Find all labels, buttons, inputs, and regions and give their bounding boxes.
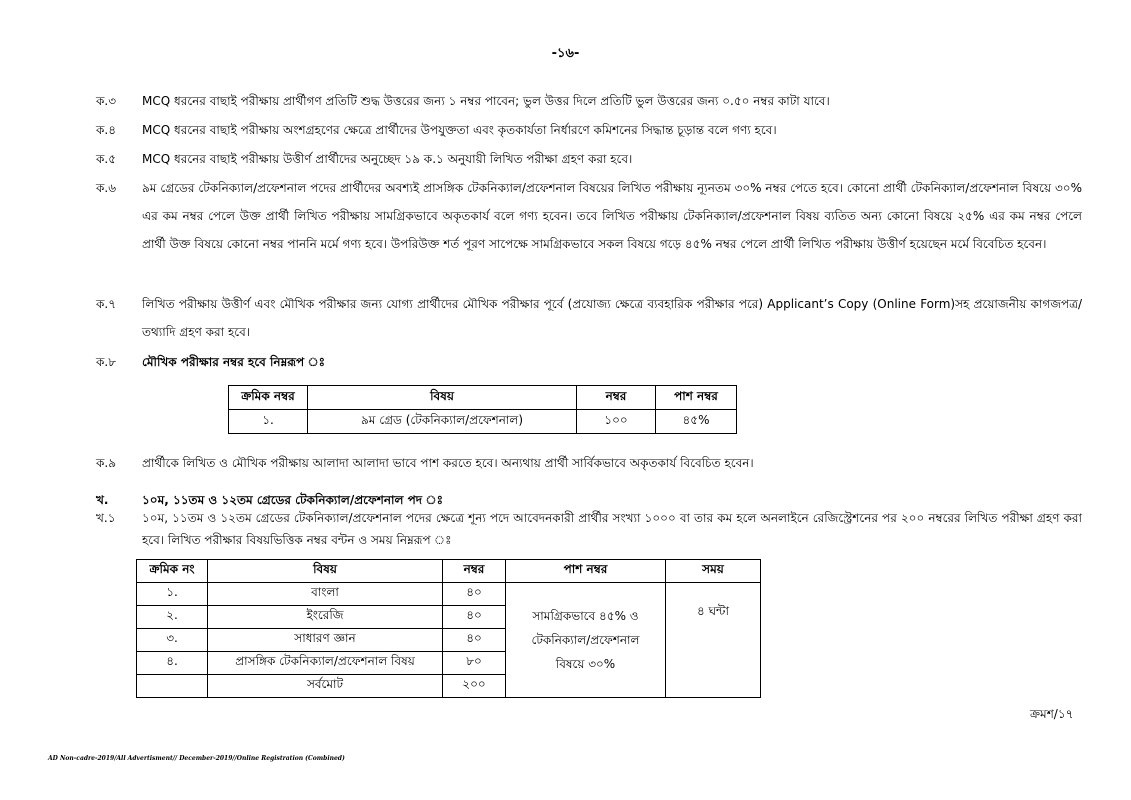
table-header: নম্বর — [443, 560, 506, 583]
time-cell: ৪ ঘন্টা — [666, 583, 761, 698]
paragraph-number: ক.৩ — [96, 94, 117, 108]
table-cell: ৯ম গ্রেড (টেকনিক্যাল/প্রফেশনাল) — [308, 410, 577, 434]
pass-mark-cell — [506, 583, 666, 698]
table-cell: ১০০ — [577, 410, 656, 434]
paragraph-number: ক.৬ — [96, 181, 117, 195]
paragraph-number: ক.৭ — [96, 297, 117, 311]
continued-label: ক্রমশ/১৭ — [1030, 707, 1074, 721]
paragraph-ka9 — [96, 449, 1082, 477]
table-cell: প্রাসঙ্গিক টেকনিক্যাল/প্রফেশনাল বিষয় — [208, 652, 443, 675]
table-header-row — [229, 386, 737, 410]
paragraph-text: ৯ম গ্রেডের টেকনিক্যাল/প্রফেশনাল পদের প্রার্থীদের অবশ্যই প্রাসঙ্গিক টেকনিক্যাল/প্রফেশনাল বিষয়ের লিখিত পরীক্ষায় ন্যূনতম ৩০% নম্বর পেতে হবে। কোনো প্রার্থী টেকনিক্যাল/প্রফেশনাল বিষয়ে ৩০% এর কম নম্বর পেলে উক্ত প্রার্থী লিখিত পরীক্ষায় সামগ্রিকভাবে অকৃতকার্য বলে গণ্য হবেন। তবে লিখিত পরীক্ষায় টেকনিক্যাল/প্রফেশনাল বিষয় ব্যতিত অন্য কোনো বিষয়ে ২৫% এর কম নম্বর পেলে প্রার্থী উক্ত বিষয়ে কোনো নম্বর পাননি মর্মে গণ্য হবে। উপরিউক্ত শর্ত পূরণ সাপেক্ষে সামগ্রিকভাবে সকল বিষয়ে গড়ে ৪৫% নম্বর পেলে প্রার্থী লিখিত পরীক্ষায় উত্তীর্ণ হয়েছেন মর্মে বিবেচিত হবেন। — [142, 181, 1082, 251]
paragraph-text: প্রার্থীকে লিখিত ও মৌখিক পরীক্ষায় আলাদা আলাদা ভাবে পাশ করতে হবে। অন্যথায় প্রার্থী সার্বিকভাবে অকৃতকার্য বিবেচিত হবেন। — [142, 456, 754, 470]
table-cell: সাধারণ জ্ঞান — [208, 629, 443, 652]
page-number: -১৬- — [551, 46, 580, 61]
paragraph-number: খ.১ — [96, 511, 116, 525]
table-cell: ৪০ — [443, 629, 506, 652]
table-header: বিষয় — [208, 560, 443, 583]
paragraph-text: ১০ম, ১১তম ও ১২তম গ্রেডের টেকনিক্যাল/প্রফেশনাল পদের ক্ষেত্রে শূন্য পদে আবেদনকারী প্রার্থীর সংখ্যা ১০০০ বা তার কম হলে অনলাইনে রেজিস্ট্রেশনের পর ২০০ নম্বরের লিখিত পরীক্ষা গ্রহণ করা হবে। লিখিত পরীক্ষার বিষয়ভিত্তিক নম্বর বন্টন ও সময় নিম্নরূপ ঃ — [142, 511, 1082, 547]
table-header: পাশ নম্বর — [506, 560, 666, 583]
section-number: খ. — [96, 493, 109, 507]
table-cell — [137, 675, 208, 698]
table-header: ক্রমিক নং — [137, 560, 208, 583]
table-cell: ১. — [137, 583, 208, 606]
paragraph-ka8 — [96, 348, 1082, 376]
table-cell: ২০০ — [443, 675, 506, 698]
paragraph-ka3 — [96, 87, 1082, 115]
table-header: নম্বর — [577, 386, 656, 410]
table-row — [137, 583, 761, 606]
table-header-row — [137, 560, 761, 583]
paragraph-ka4 — [96, 116, 1082, 144]
table-row — [229, 410, 737, 434]
table-header: ক্রমিক নম্বর — [229, 386, 308, 410]
paragraph-ka6 — [96, 174, 1082, 258]
table-header: বিষয় — [308, 386, 577, 410]
table-cell: ৮০ — [443, 652, 506, 675]
table-cell: ৪. — [137, 652, 208, 675]
paragraph-number: ক.৯ — [96, 456, 116, 470]
footer-note: AD Non-cadre-2019/All Advertisment// December-2019//Online Registration (Combined) — [48, 755, 345, 762]
table-cell: ৩. — [137, 629, 208, 652]
table-header: পাশ নম্বর — [656, 386, 737, 410]
paragraph-text: MCQ ধরনের বাছাই পরীক্ষায় প্রার্থীগণ প্রতিটি শুদ্ধ উত্তরের জন্য ১ নম্বর পাবেন; ভুল উত্তর দিলে প্রতিটি ভুল উত্তরের জন্য ০.৫০ নম্বর কাটা যাবে। — [142, 94, 830, 108]
table-cell: ২. — [137, 606, 208, 629]
table-cell: ৪৫% — [656, 410, 737, 434]
table-cell: ৪০ — [443, 606, 506, 629]
table-cell: ১. — [229, 410, 308, 434]
table-cell: ইংরেজি — [208, 606, 443, 629]
paragraph-number: ক.৮ — [96, 355, 116, 369]
paragraph-ka5 — [96, 145, 1082, 173]
paragraph-text: মৌখিক পরীক্ষার নম্বর হবে নিম্নরূপ ঃ — [142, 355, 326, 369]
table-header: সময় — [666, 560, 761, 583]
paragraph-number: ক.৪ — [96, 123, 116, 137]
table-cell: বাংলা — [208, 583, 443, 606]
written-exam-table — [136, 559, 761, 698]
paragraph-text: MCQ ধরনের বাছাই পরীক্ষায় উত্তীর্ণ প্রার্থীদের অনুচ্ছেদ ১৯ ক.১ অনুযায়ী লিখিত পরীক্ষা গ্রহণ করা হবে। — [142, 152, 633, 166]
paragraph-ka7 — [96, 290, 1082, 346]
paragraph-text: MCQ ধরনের বাছাই পরীক্ষায় অংশগ্রহণের ক্ষেত্রে প্রার্থীদের উপযুক্ততা এবং কৃতকার্যতা নির্ধারণে কমিশনের সিদ্ধান্ত চূড়ান্ত বলে গণ্য হবে। — [142, 123, 777, 137]
paragraph-kha1 — [96, 507, 1082, 551]
table-cell: সর্বমোট — [208, 675, 443, 698]
paragraph-number: ক.৫ — [96, 152, 116, 166]
pass-mark-line: টেকনিক্যাল/প্রফেশনাল — [531, 633, 640, 647]
paragraph-text: লিখিত পরীক্ষায় উত্তীর্ণ এবং মৌখিক পরীক্ষার জন্য যোগ্য প্রার্থীদের মৌখিক পরীক্ষার পূর্বে (প্রযোজ্য ক্ষেত্রে ব্যবহারিক পরীক্ষার পরে) Applicant’s Copy (Online Form)সহ প্রয়োজনীয় কাগজপত্র/তথ্যাদি গ্রহণ করা হবে। — [142, 297, 1082, 339]
pass-mark-line: সামগ্রিকভাবে ৪৫% ও — [532, 609, 639, 623]
pass-mark-line: বিষয়ে ৩০% — [555, 657, 616, 671]
table-cell: ৪০ — [443, 583, 506, 606]
section-title: ১০ম, ১১তম ও ১২তম গ্রেডের টেকনিক্যাল/প্রফেশনাল পদ ঃ — [142, 493, 444, 507]
viva-marks-table — [228, 385, 737, 434]
